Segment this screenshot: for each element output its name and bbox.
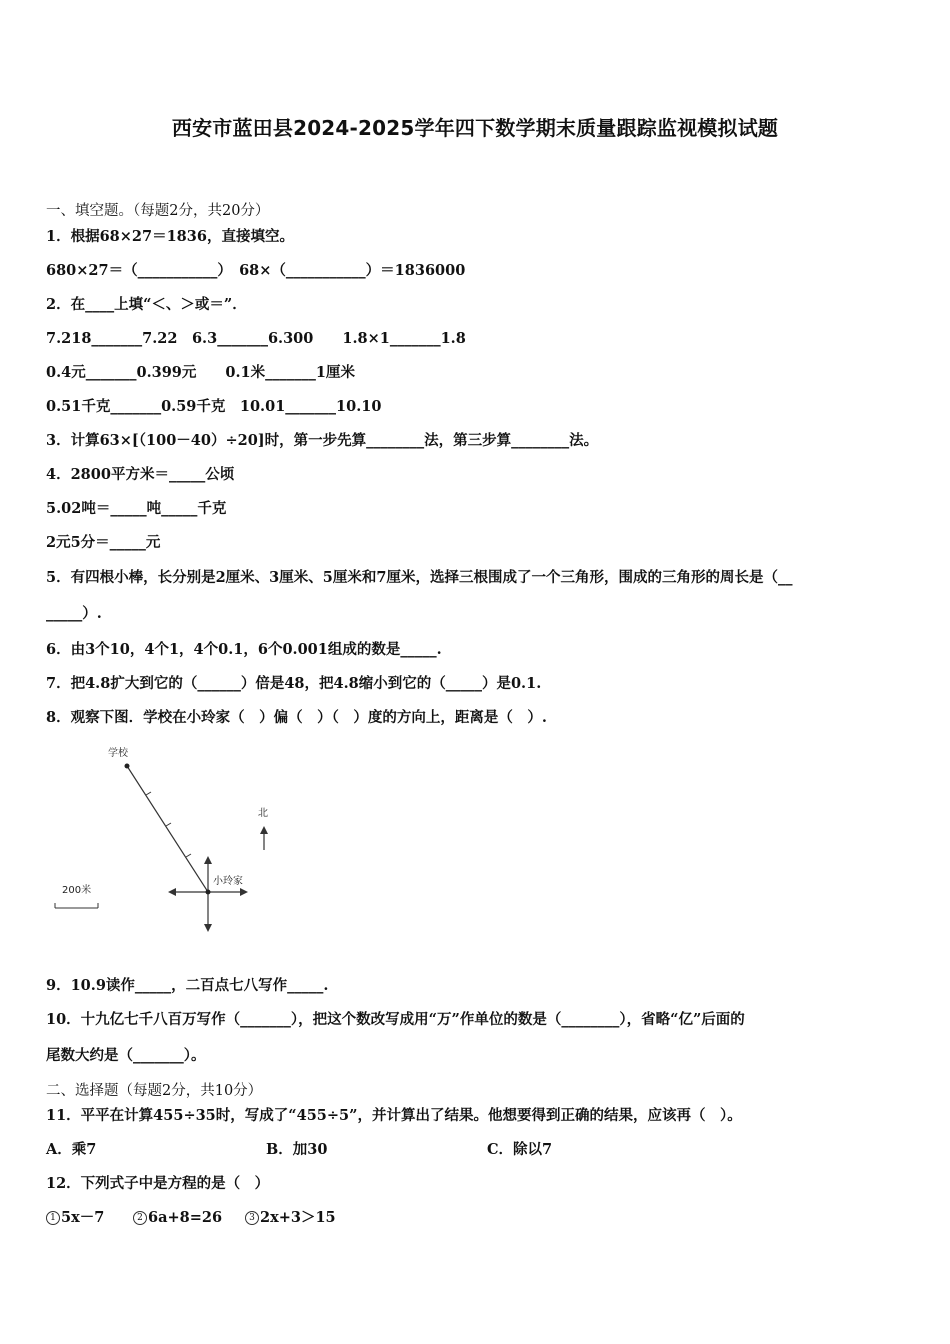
school-point	[125, 764, 130, 769]
q2-row3: 0.51千克_______0.59千克 10.01_______10.10	[46, 398, 382, 415]
page-title: 西安市蓝田县2024-2025学年四下数学期末质量跟踪监视模拟试题	[171, 116, 779, 140]
q11-text: 11．平平在计算455÷35时，写成了“455÷5”，并计算出了结果。他想要得到正确的结果，应该再（ ）。	[46, 1107, 742, 1124]
tick-mark	[146, 792, 151, 795]
axis-arrow-down	[204, 924, 212, 932]
home-label: 小玲家	[213, 876, 243, 887]
q12-option-2-text: 6a+8=26	[148, 1209, 223, 1226]
axis-arrow-left	[168, 888, 176, 896]
north-arrow-head	[260, 826, 268, 834]
q2-row1: 7.218_______7.22 6.3_______6.300 1.8×1_______1.8	[46, 330, 466, 347]
q12-option-3-text: 2x+3＞15	[260, 1209, 336, 1226]
q2-text: 2．在____上填“＜、＞或＝”．	[46, 296, 247, 313]
q12-text: 12．下列式子中是方程的是（ ）	[46, 1175, 270, 1192]
q12-option-1-text: 5x－7	[61, 1209, 105, 1226]
q8-text: 8．观察下图．学校在小玲家（ ）偏（ ）（ ）度的方向上，距离是（ ）.	[46, 709, 547, 726]
circled-number: 2	[133, 1211, 147, 1225]
tick-mark	[186, 854, 191, 857]
circled-number: 1	[46, 1211, 60, 1225]
q12-option-1	[46, 1208, 104, 1228]
circled-number: 3	[245, 1211, 259, 1225]
q4-row2: 5.02吨＝_____吨_____千克	[46, 500, 227, 517]
q11-option-c: C．除以7	[487, 1141, 553, 1158]
q5-text: 5．有四根小棒，长分别是2厘米、3厘米、5厘米和7厘米，选择三根围成了一个三角形，围成的三角形的周长是（__	[46, 569, 793, 586]
q1-line: 680×27＝（___________） 68×（___________）＝1836000	[46, 262, 466, 279]
q9-text: 9．10.9读作_____，二百点七八写作_____.	[46, 977, 329, 994]
q5-cont: _____）.	[46, 605, 102, 622]
q10-cont: 尾数大约是（_______）。	[46, 1047, 206, 1064]
q7-text: 7．把4.8扩大到它的（______）倍是48，把4.8缩小到它的（_____）是0.1.	[46, 675, 542, 692]
q11-option-b: B．加30	[266, 1141, 328, 1158]
direction-diagram	[46, 740, 306, 940]
section-heading-choice: 二、选择题（每题2分，共10分）	[46, 1083, 263, 1099]
axis-arrow-up	[204, 856, 212, 864]
axis-arrow-right	[240, 888, 248, 896]
q10-text: 10．十九亿七千八百万写作（_______），把这个数改写成用“万”作单位的数是（________），省略“亿”后面的	[46, 1011, 745, 1028]
north-label: 北	[258, 808, 268, 819]
scale-label: 200米	[62, 885, 92, 896]
q6-text: 6．由3个10，4个1，4个0.1，6个0.001组成的数是_____.	[46, 641, 442, 658]
home-point	[206, 890, 211, 895]
q4-text: 4．2800平方米＝_____公顷	[46, 466, 235, 483]
tick-mark	[166, 823, 171, 826]
q11-option-a: A．乘7	[46, 1141, 97, 1158]
section-heading-fill: 一、填空题。（每题2分，共20分）	[46, 203, 270, 219]
school-to-home-line	[127, 766, 208, 892]
q1-text: 1．根据68×27＝1836，直接填空。	[46, 228, 294, 245]
q3-text: 3．计算63×[（100－40）÷20]时，第一步先算________法，第三步算________法。	[46, 432, 599, 449]
q12-option-2	[133, 1208, 222, 1228]
school-label: 学校	[108, 748, 128, 759]
q4-row3: 2元5分＝_____元	[46, 534, 161, 551]
q2-row2: 0.4元_______0.399元 0.1米_______1厘米	[46, 364, 355, 381]
q12-option-3	[245, 1208, 336, 1228]
